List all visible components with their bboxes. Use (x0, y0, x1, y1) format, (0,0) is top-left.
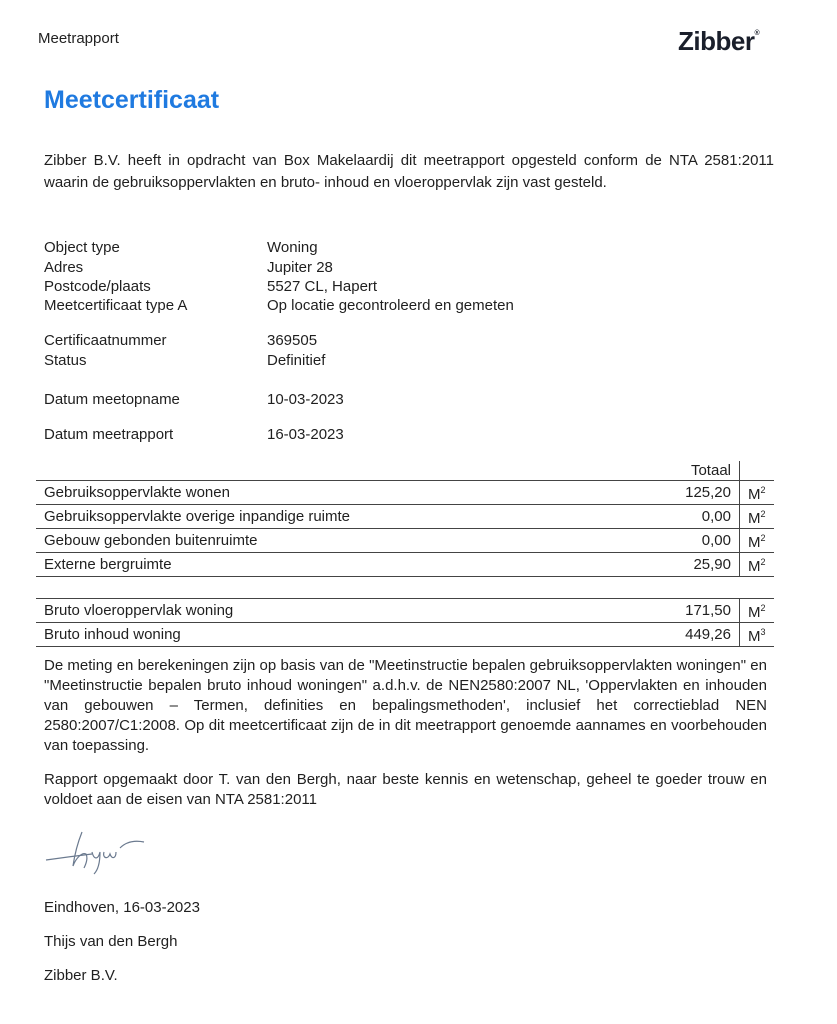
row-label: Gebruiksoppervlakte overige inpandige ruimte (36, 505, 653, 529)
zibber-logo: Zibber® (678, 26, 760, 56)
row-label: Externe bergruimte (36, 553, 653, 577)
row-value: 449,26 (653, 623, 740, 647)
row-value: 0,00 (653, 529, 740, 553)
total-header: Totaal (690, 462, 731, 479)
declaration-text: Rapport opgemaakt door T. van den Bergh, naar beste kennis en wetenschap, geheel te goeder trouw en voldoet aan de eisen van NTA 2581:2011 (44, 771, 767, 808)
status-value: Definitief (267, 352, 326, 369)
row-unit: $M^2$ (740, 553, 775, 577)
row-label: Bruto inhoud woning (36, 623, 653, 647)
table-row (36, 529, 774, 553)
table-row (36, 553, 774, 577)
postcode-value: 5527 CL, Hapert (267, 278, 378, 295)
area-table (36, 461, 774, 647)
address-label: Adres (44, 259, 84, 276)
table-row (36, 481, 774, 505)
row-unit: $M^2$ (740, 529, 775, 553)
page-title: Meetcertificaat (44, 86, 220, 114)
company-name: Zibber B.V. (44, 967, 118, 984)
measurement-date-label: Datum meetopname (44, 391, 180, 408)
object-type-value: Woning (267, 239, 318, 256)
object-type-label: Object type (44, 239, 120, 256)
postcode-label: Postcode/plaats (44, 278, 151, 295)
table-row (36, 623, 774, 647)
certificate-type-label: Meetcertificaat type A (44, 297, 188, 314)
signatory-name: Thijs van den Bergh (44, 933, 178, 950)
status-label: Status (44, 352, 87, 369)
table-row (36, 599, 774, 623)
measurement-date-value: 10-03-2023 (267, 391, 344, 408)
row-unit: $M^2$ (740, 481, 775, 505)
row-label: Gebruiksoppervlakte wonen (36, 481, 653, 505)
row-value: 125,20 (653, 481, 740, 505)
address-value: Jupiter 28 (267, 259, 333, 276)
report-date-value: 16-03-2023 (267, 426, 344, 443)
row-value: 0,00 (653, 505, 740, 529)
row-label: Bruto vloeroppervlak woning (36, 599, 653, 623)
document-type-label: Meetrapport (38, 30, 119, 47)
row-label: Gebouw gebonden buitenruimte (36, 529, 653, 553)
table-header-row (36, 461, 774, 481)
row-unit: $M^2$ (740, 505, 775, 529)
certificate-number-label: Certificaatnummer (44, 332, 167, 349)
certificate-number-value: 369505 (267, 332, 318, 349)
intro-text: Zibber B.V. heeft in opdracht van Box Makelaardij dit meetrapport opgesteld conform de NTA 2581:2011 waarin de gebruiksoppervlakten en bruto- inhoud en vloeroppervlak zijn vast gesteld. (44, 152, 774, 191)
row-value: 25,90 (653, 553, 740, 577)
report-date-label: Datum meetrapport (44, 426, 174, 443)
row-unit: $M^2$ (740, 599, 775, 623)
methodology-text: De meting en berekeningen zijn op basis van de "Meetinstructie bepalen gebruiksoppervlakten woningen" en "Meetinstructie bepalen bruto inhoud woningen" a.d.h.v. de NEN2580:2007 NL, 'Oppervlakten en inhouden van gebouwen – Termen, definities en bepalingsmethoden', inclusief het correctieblad NEN 2580:2007/C1:2008. Op dit meetcertificaat zijn de in dit meetrapport genoemde aannames en voorbehouden van toepassing. (44, 657, 767, 754)
row-unit: $M^3$ (740, 623, 775, 647)
row-value: 171,50 (653, 599, 740, 623)
certificate-type-value: Op locatie gecontroleerd en gemeten (267, 297, 514, 314)
table-row (36, 505, 774, 529)
signature (40, 818, 150, 883)
place-date: Eindhoven, 16-03-2023 (44, 899, 200, 916)
